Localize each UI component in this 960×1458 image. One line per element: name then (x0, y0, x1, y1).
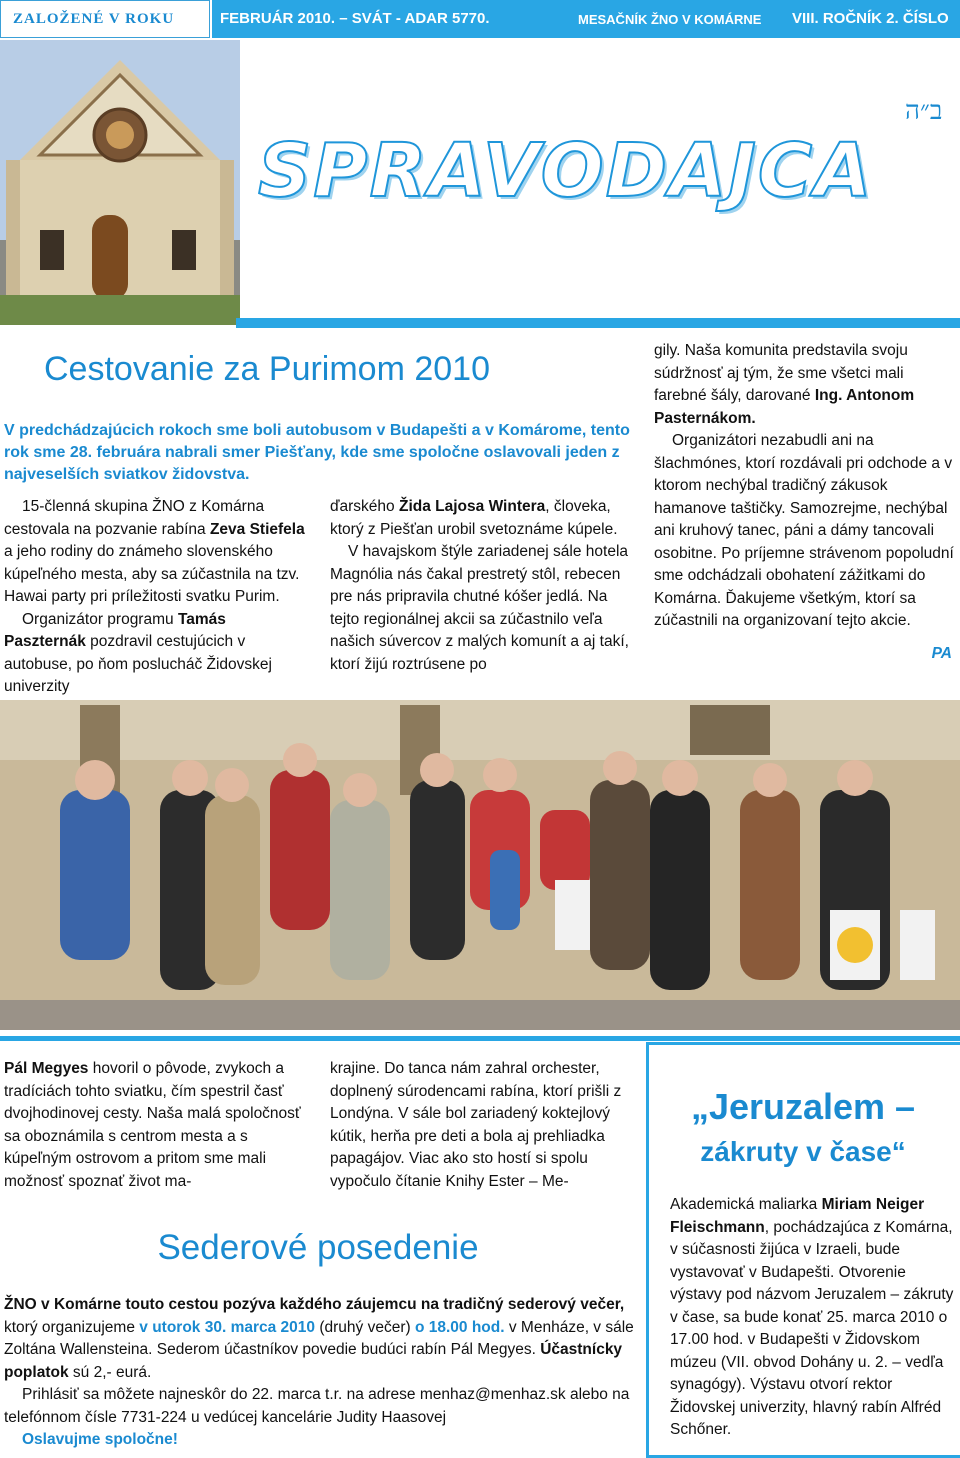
section-divider (0, 1036, 960, 1041)
founded-label: ZALOŽENÉ V ROKU (0, 0, 210, 38)
seder-body: ŽNO v Komárne touto cestou pozýva každého záujemcu na tradičný sederový večer, ktorý organizujeme v utorok 30. marca 2010 (druhý večer) o 18.00 hod. v Menháze, v sále Zoltána Wallensteina. Sederom účastníkov povedie budúci rabín Pál Megyes. Účastnícky poplatok sú 2,- eurá. Prihlásiť sa môžete najneskôr do 22. marca t.r. na adrese menhaz@menhaz.sk alebo na telefónnom čísle 7731-224 u vedúcej kancelárie Judity Haasovej Oslavujme spoločne! (4, 1294, 636, 1452)
article-continuation-2: krajine. Do tanca nám zahral orchester, doplnený súrodencami rabína, ktorí prišli z Londýna. V sále bol zariadený koktejlový kútik, herňa pre deti a bola aj prehliadka papagájov. Viac ako sto hostí si spolu vypočulo čítanie Knihy Ester – Me- (330, 1060, 622, 1190)
group-photo (0, 700, 960, 1030)
article-column-1: 15-členná skupina ŽNO z Komárna cestovala na pozvanie rabína Zeva Stiefela a jeho rodiny do známeho slovenského kúpeľného mesta, aby sa zúčastnila na tzv. Hawai party pri príležitosti svatku Purim. Organizátor programu Tamás Paszternák pozdravil cestujúcich v autobuse, po ňom poslucháč Židovskej univerzity (4, 498, 305, 695)
article-column-3: gily. Naša komunita predstavila svoju súdržnosť aj tým, že sme všetci mali farebné šály, darované Ing. Antonom Pasternákom. Organizátori nezabudli ani na šlachmónes, ktorí rozdávali pri odchode a v ktorom nechýbal tradičný zákusok hamanove taštičky. Samozrejme, nechýbal ani kruhový tanec, páni a dámy tancovali osobitne. Po príjemne strávenom popoludní sme odchádzali obohatení zážitkami do Komárna. Ďakujeme všetkým, ktorí sa zúčastnili na organizovaní tejto akcie. PA (654, 340, 956, 665)
masthead-rule (236, 318, 960, 328)
volume-number: VIII. ROČNÍK 2. ČÍSLO (792, 10, 949, 27)
article-continuation-1: Pál Megyes hovoril o pôvode, zvykoch a tradíciách tohto sviatku, čím spestril časť dvojhodinovej cesty. Naša malá spoločnosť sa oboznámila s centrom mesta a s kúpeľným ostrovom a pritom sme mali možnosť spoznať život ma- (4, 1060, 301, 1190)
article-column-2: ďarského Žida Lajosa Wintera, človeka, ktorý z Piešťan urobil svetoznáme kúpele. V havajskom štýle zariadenej sále hotela Magnólia nás čakal prestretý stôl, rebecen pre nás pripravila chutné kóšer jedlá. Na tejto regionálnej akcii sa zúčastnilo veľa našich súvercov z malých komunít a aj takí, ktorí žijú roztrúsene po (330, 498, 629, 673)
masthead-title: SPRAVODAJCA (258, 128, 874, 214)
article-headline: Cestovanie za Purimom 2010 (44, 350, 491, 388)
publication-subtitle: MESAČNÍK ŽNO V KOMÁRNE (578, 12, 762, 27)
issue-date: FEBRUÁR 2010. – SVÁT - ADAR 5770. (220, 10, 490, 27)
seder-closing: Oslavujme spoločne! (22, 1431, 178, 1448)
exhibition-text: Akademická maliarka Miriam Neiger Fleischmann, pochádzajúca z Komárna, v súčasnosti žijúca v Izraeli, bude vystavovať v Budapešti. Otvorenie výstavy pod názvom Jeruzalem – zákruty v čase, sa bude konať 25. marca 2010 o 17.00 hod. v Budapešti v Židovskom múzeu (VII. obvod Dohány u. 2. – vedľa synagógy). Výstavu otvorí rektor Židovskej univerzity, hlavný rabín Alfréd Schőner. (670, 1196, 954, 1438)
article-lede: V predchádzajúcich rokoch sme boli autobusom v Budapešti a v Komárome, tento rok sme 28. februára nabrali smer Piešťany, kde sme spoločne oslavovali jeden z najveselších sviatkov židovstva. (4, 422, 630, 483)
header-strip (212, 0, 960, 38)
exhibition-title-line1: „Jeruzalem – (690, 1086, 916, 1127)
synagogue-photo (0, 40, 240, 325)
seder-headline: Sederové posedenie (157, 1228, 479, 1267)
hebrew-abbreviation: ב״ה (905, 96, 943, 126)
exhibition-title-line2: zákruty v čase“ (700, 1136, 906, 1167)
author-signature: PA (931, 644, 952, 662)
